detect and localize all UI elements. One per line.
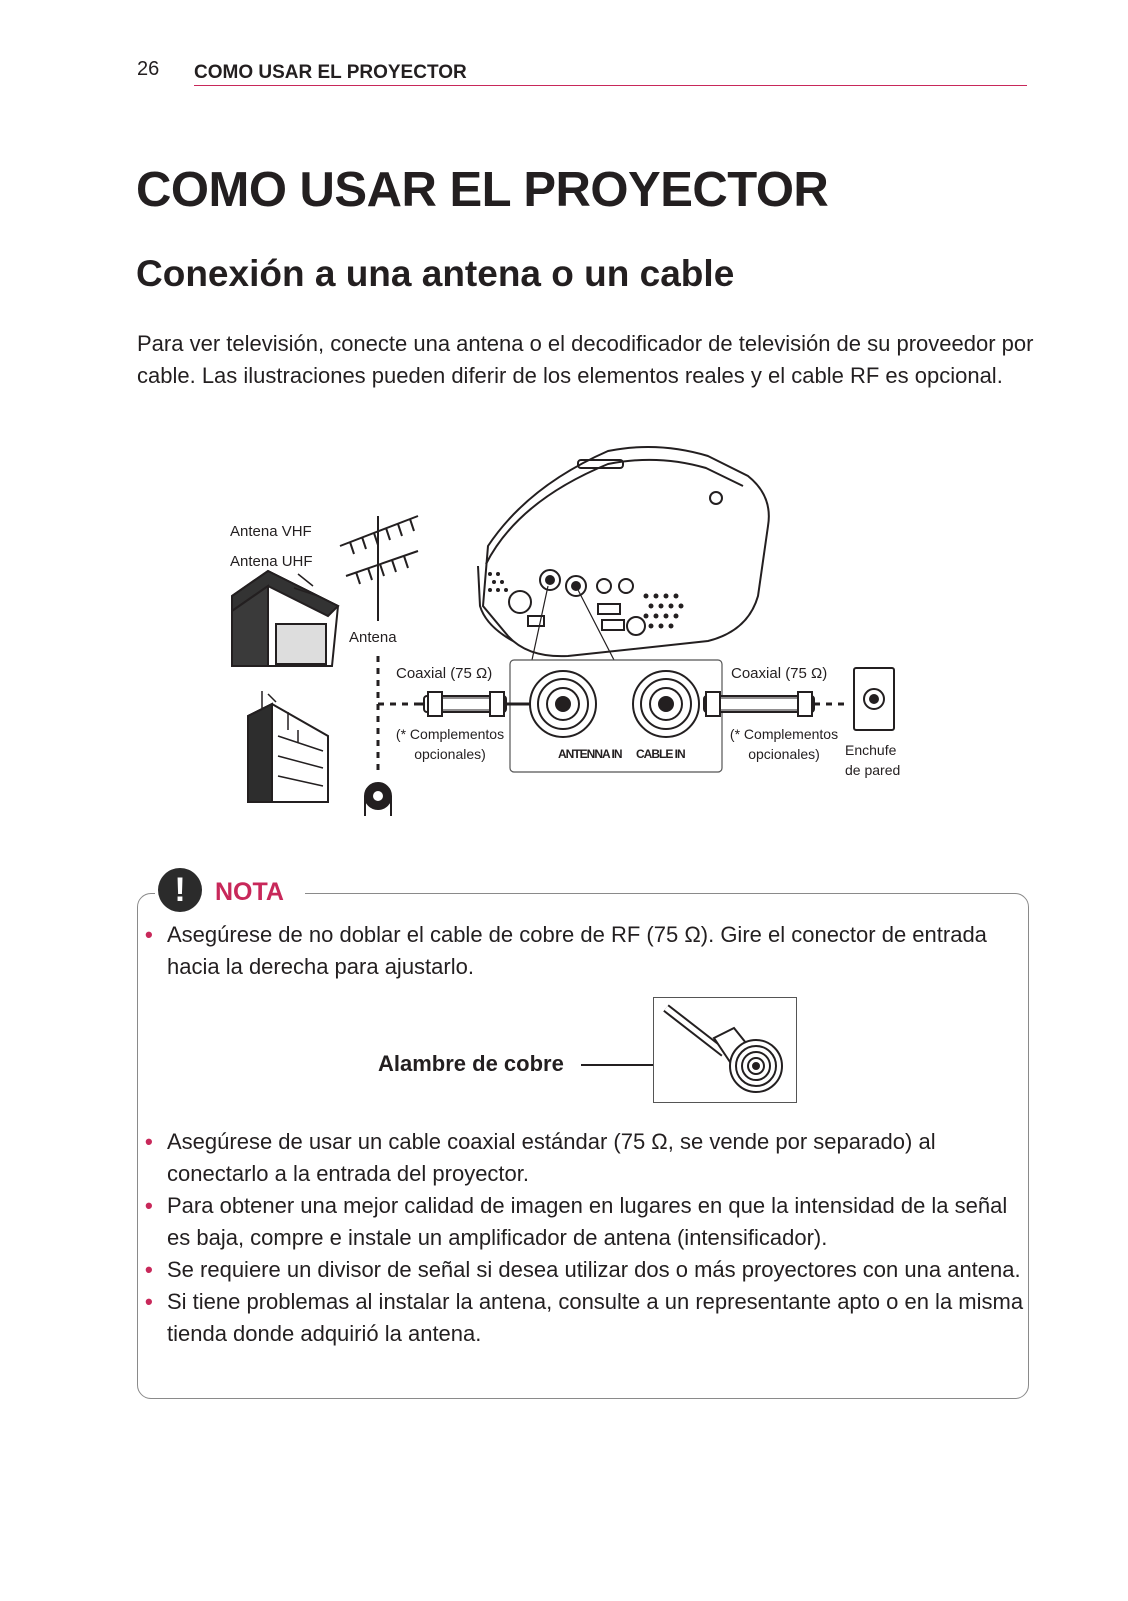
note-header [155,866,305,912]
label-antenna: Antena [349,629,397,646]
wall-outlet [854,668,894,730]
label-wall-outlet: Enchufe de pared [845,742,901,778]
label-optional-right: (* Complementos opcionales) [729,726,839,762]
connection-diagram [228,446,948,846]
label-optional-left: (* Complementos opcionales) [395,726,505,762]
exclamation-icon: ! [158,868,202,912]
note-bullet-list [145,1126,1025,1350]
running-header: COMO USAR EL PROYECTOR [194,62,467,83]
note-bullet: • Para obtener una mejor calidad de imagen en lugares en que la intensidad de la señal es baja, compre e instale un amplificador de antena (intensificador). [145,1190,1025,1254]
copper-wire-label: Alambre de cobre [378,1051,564,1076]
copper-wire-illustration [653,997,797,1103]
apartment-building-illustration [248,691,328,802]
note-bullet: • Asegúrese de usar un cable coaxial estándar (75 Ω, se vende por separado) al conectarlo a la entrada del proyector. [145,1126,1025,1190]
projector-illustration [478,447,769,656]
coax-connector-icon [654,998,796,1102]
note-label: NOTA [215,878,284,906]
label-coaxial-left: Coaxial (75 Ω) [396,665,493,682]
label-uhf-antenna: Antena UHF [230,553,313,570]
antenna-plug [365,783,391,816]
label-vhf-antenna: Antena VHF [230,523,312,540]
label-antenna-in: ANTENNA IN [558,747,622,761]
page-number: 26 [137,58,160,80]
coaxial-cable-right [704,692,814,716]
page-title: COMO USAR EL PROYECTOR [136,163,829,217]
intro-paragraph: Para ver televisión, conecte una antena o el decodificador de televisión de su proveedor por cable. Las ilustraciones pueden diferir de los elementos reales y el cable RF es opcional. [137,331,1034,388]
connection-illustration [228,446,948,846]
note-bullet: • Se requiere un divisor de señal si desea utilizar dos o más proyectores con una antena. [145,1254,1025,1286]
note-bullet-list-top [145,919,1025,983]
header-rule [194,85,1027,86]
note-bullet: • Asegúrese de no doblar el cable de cobre de RF (75 Ω). Gire el conector de entrada hacia la derecha para ajustarlo. [145,919,1025,983]
note-bullet: • Si tiene problemas al instalar la antena, consulte a un representante apto o en la misma tienda donde adquirió la antena. [145,1286,1025,1350]
house-illustration [232,571,338,666]
roof-antenna [340,516,418,621]
label-cable-in: CABLE IN [636,747,685,761]
label-coaxial-right: Coaxial (75 Ω) [731,665,828,682]
section-heading: Conexión a una antena o un cable [136,253,735,294]
